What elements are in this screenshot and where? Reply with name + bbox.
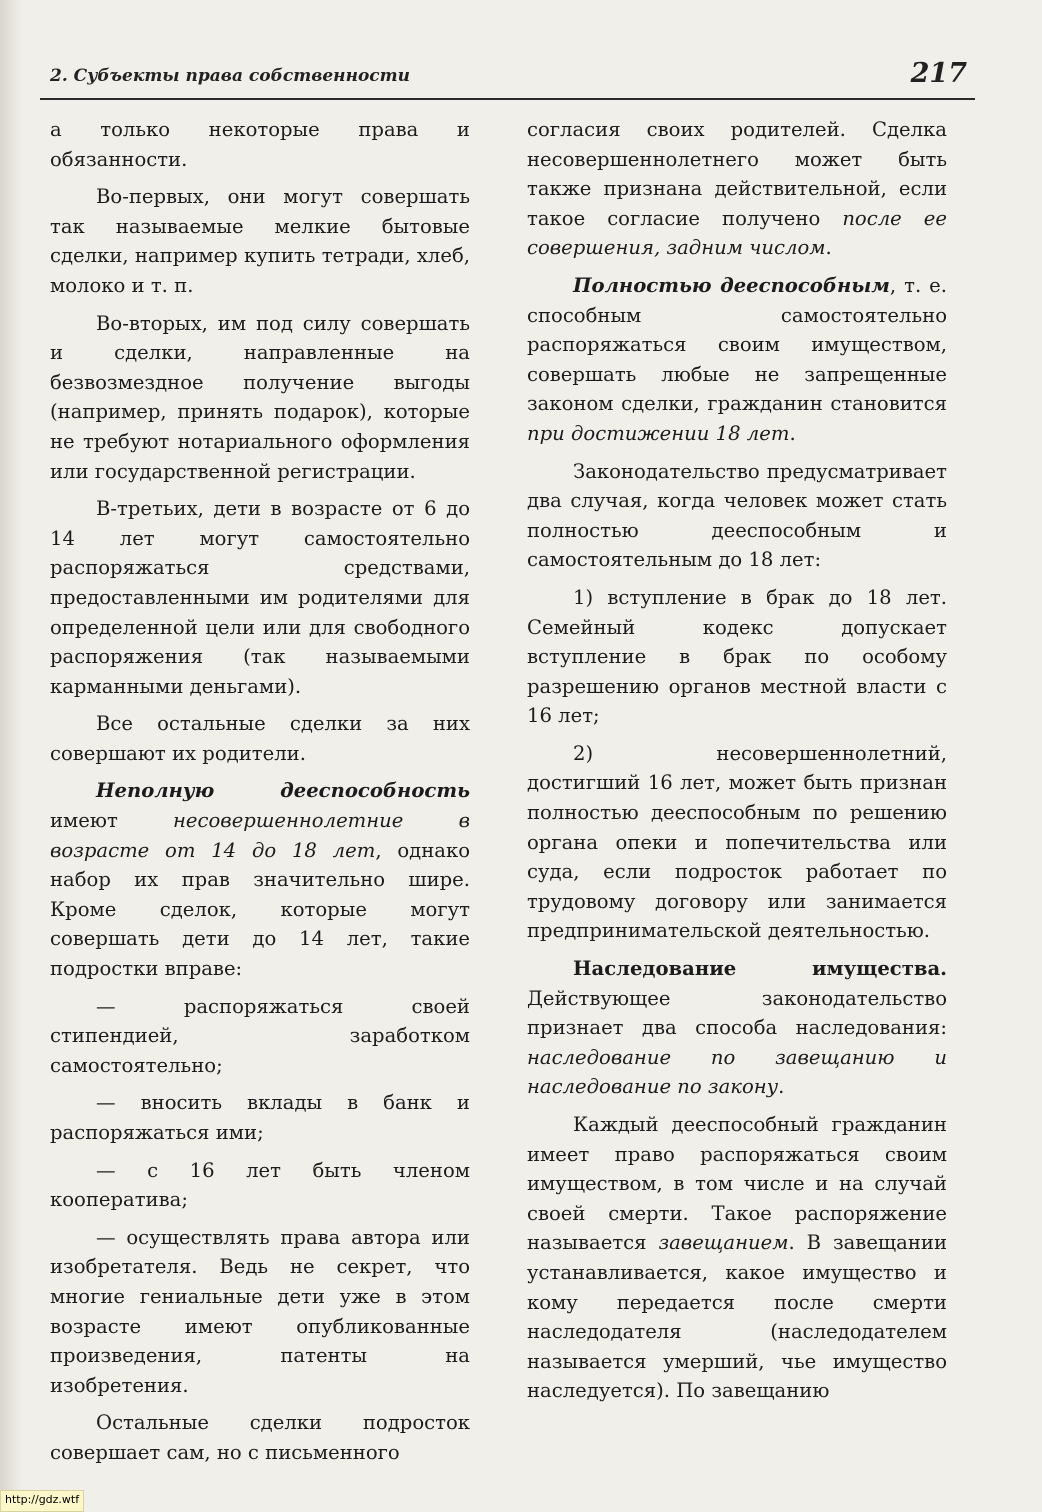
text-run: . <box>778 1075 785 1099</box>
paragraph <box>50 494 470 701</box>
text-run: а только некоторые права и обязанности. <box>50 118 470 171</box>
page-edge-shadow <box>0 0 22 1510</box>
text-run: завещанием <box>658 1231 789 1255</box>
page-header <box>40 58 975 100</box>
paragraph <box>50 1156 470 1215</box>
left-text-column <box>50 115 470 1468</box>
text-run: , однако набор их прав значительно шире. Кроме сделок, которые могут совершать дети до 14 лет, такие подростки вправе: <box>50 838 470 981</box>
text-run: Полностью дееспособным <box>573 273 890 297</box>
text-run: несовершеннолетние в возрасте от 14 до 18 лет <box>50 809 470 862</box>
paragraph <box>527 271 947 449</box>
text-run: — вносить вклады в банк и распоряжаться ими; <box>50 1091 470 1144</box>
text-run: 1) вступление в брак до 18 лет. Семейный кодекс допускает вступление в брак по особому разрешению органов местной власти с 16 лет; <box>527 585 947 728</box>
paragraph <box>50 992 470 1081</box>
text-run: Наследование имущества. <box>573 957 947 981</box>
text-run: Каждый дееспособный гражданин имеет право распоряжаться своим имуществом, в том числе и на случай своей смерти. Такое распоряжение называется <box>527 1113 947 1255</box>
text-run: согласия своих родителей. Сделка несовершеннолетнего может быть также признана действительной, если такое согласие получено <box>527 118 947 230</box>
text-run: , т. е. способным самостоятельно распоряжаться своим имуществом, совершать любые не запрещенные законом сделки, гражданин становится <box>527 273 948 416</box>
text-run: Остальные сделки подросток совершает сам, но с письменного <box>50 1411 470 1464</box>
paragraph <box>50 1223 470 1401</box>
paragraph <box>50 115 470 174</box>
text-run: — осуществлять права автора или изобретателя. Ведь не секрет, что многие гениальные дети уже в этом возрасте имеют опубликованные произведения, патенты на изобретения. <box>50 1225 470 1397</box>
text-run: Во-первых, они могут совершать так называемые мелкие бытовые сделки, например купить тетради, хлеб, молоко и т. п. <box>50 185 470 297</box>
text-run: . <box>825 236 832 260</box>
text-run: — распоряжаться своей стипендией, заработком самостоятельно; <box>50 994 470 1077</box>
right-text-column <box>527 115 947 1406</box>
page-number: 217 <box>910 58 967 89</box>
paragraph <box>527 739 947 946</box>
text-run: . В завещании устанавливается, какое имущество и кому передается после смерти наследодателя (наследодателем называется умерший, чье имущество наследуется). По завещанию <box>527 1231 948 1403</box>
text-run: Действующее законодательство признает два способа наследования: <box>527 986 947 1040</box>
paragraph <box>527 457 947 575</box>
text-run: Все остальные сделки за них совершают их родители. <box>50 712 470 765</box>
paragraph <box>50 1408 470 1467</box>
running-head: 2. Субъекты права собственности <box>50 66 410 86</box>
paragraph <box>50 309 470 487</box>
text-run: Законодательство предусматривает два случая, когда человек может стать полностью дееспособным и самостоятельным до 18 лет: <box>527 459 947 572</box>
text-run: после ее совершения, задним числом <box>527 206 948 260</box>
text-run: наследование по завещанию и наследование по закону <box>527 1045 947 1099</box>
paragraph <box>527 1110 947 1406</box>
text-run: . <box>789 421 796 445</box>
paragraph <box>527 115 947 263</box>
text-run: имеют <box>50 809 174 833</box>
paragraph <box>50 1088 470 1147</box>
text-run: — с 16 лет быть членом кооператива; <box>50 1158 470 1212</box>
paragraph <box>50 182 470 300</box>
paragraph <box>50 709 470 768</box>
paragraph <box>527 583 947 731</box>
paragraph <box>50 776 470 983</box>
text-run: Неполную дееспособность <box>96 779 470 803</box>
paragraph <box>527 954 947 1102</box>
text-run: 2) несовершеннолетний, достигший 16 лет, может быть признан полностью дееспособным по решению органа опеки и попечительства или суда, если подросток работает по трудовому договору или занимается предпринимательской деятельностью. <box>527 741 947 943</box>
text-run: Во-вторых, им под силу совершать и сделки, направленные на безвозмездное получение выгоды (например, принять подарок), которые не требуют нотариального оформления или государственной регистрации. <box>50 311 470 483</box>
source-link[interactable]: http://gdz.wtf <box>0 1490 84 1512</box>
text-run: В-третьих, дети в возрасте от 6 до 14 лет могут самостоятельно распоряжаться средствами, предоставленными им родителями для определенной цели или для свободного распоряжения (так называемыми карманными деньгами). <box>50 497 470 698</box>
text-run: при достижении 18 лет <box>527 421 790 445</box>
